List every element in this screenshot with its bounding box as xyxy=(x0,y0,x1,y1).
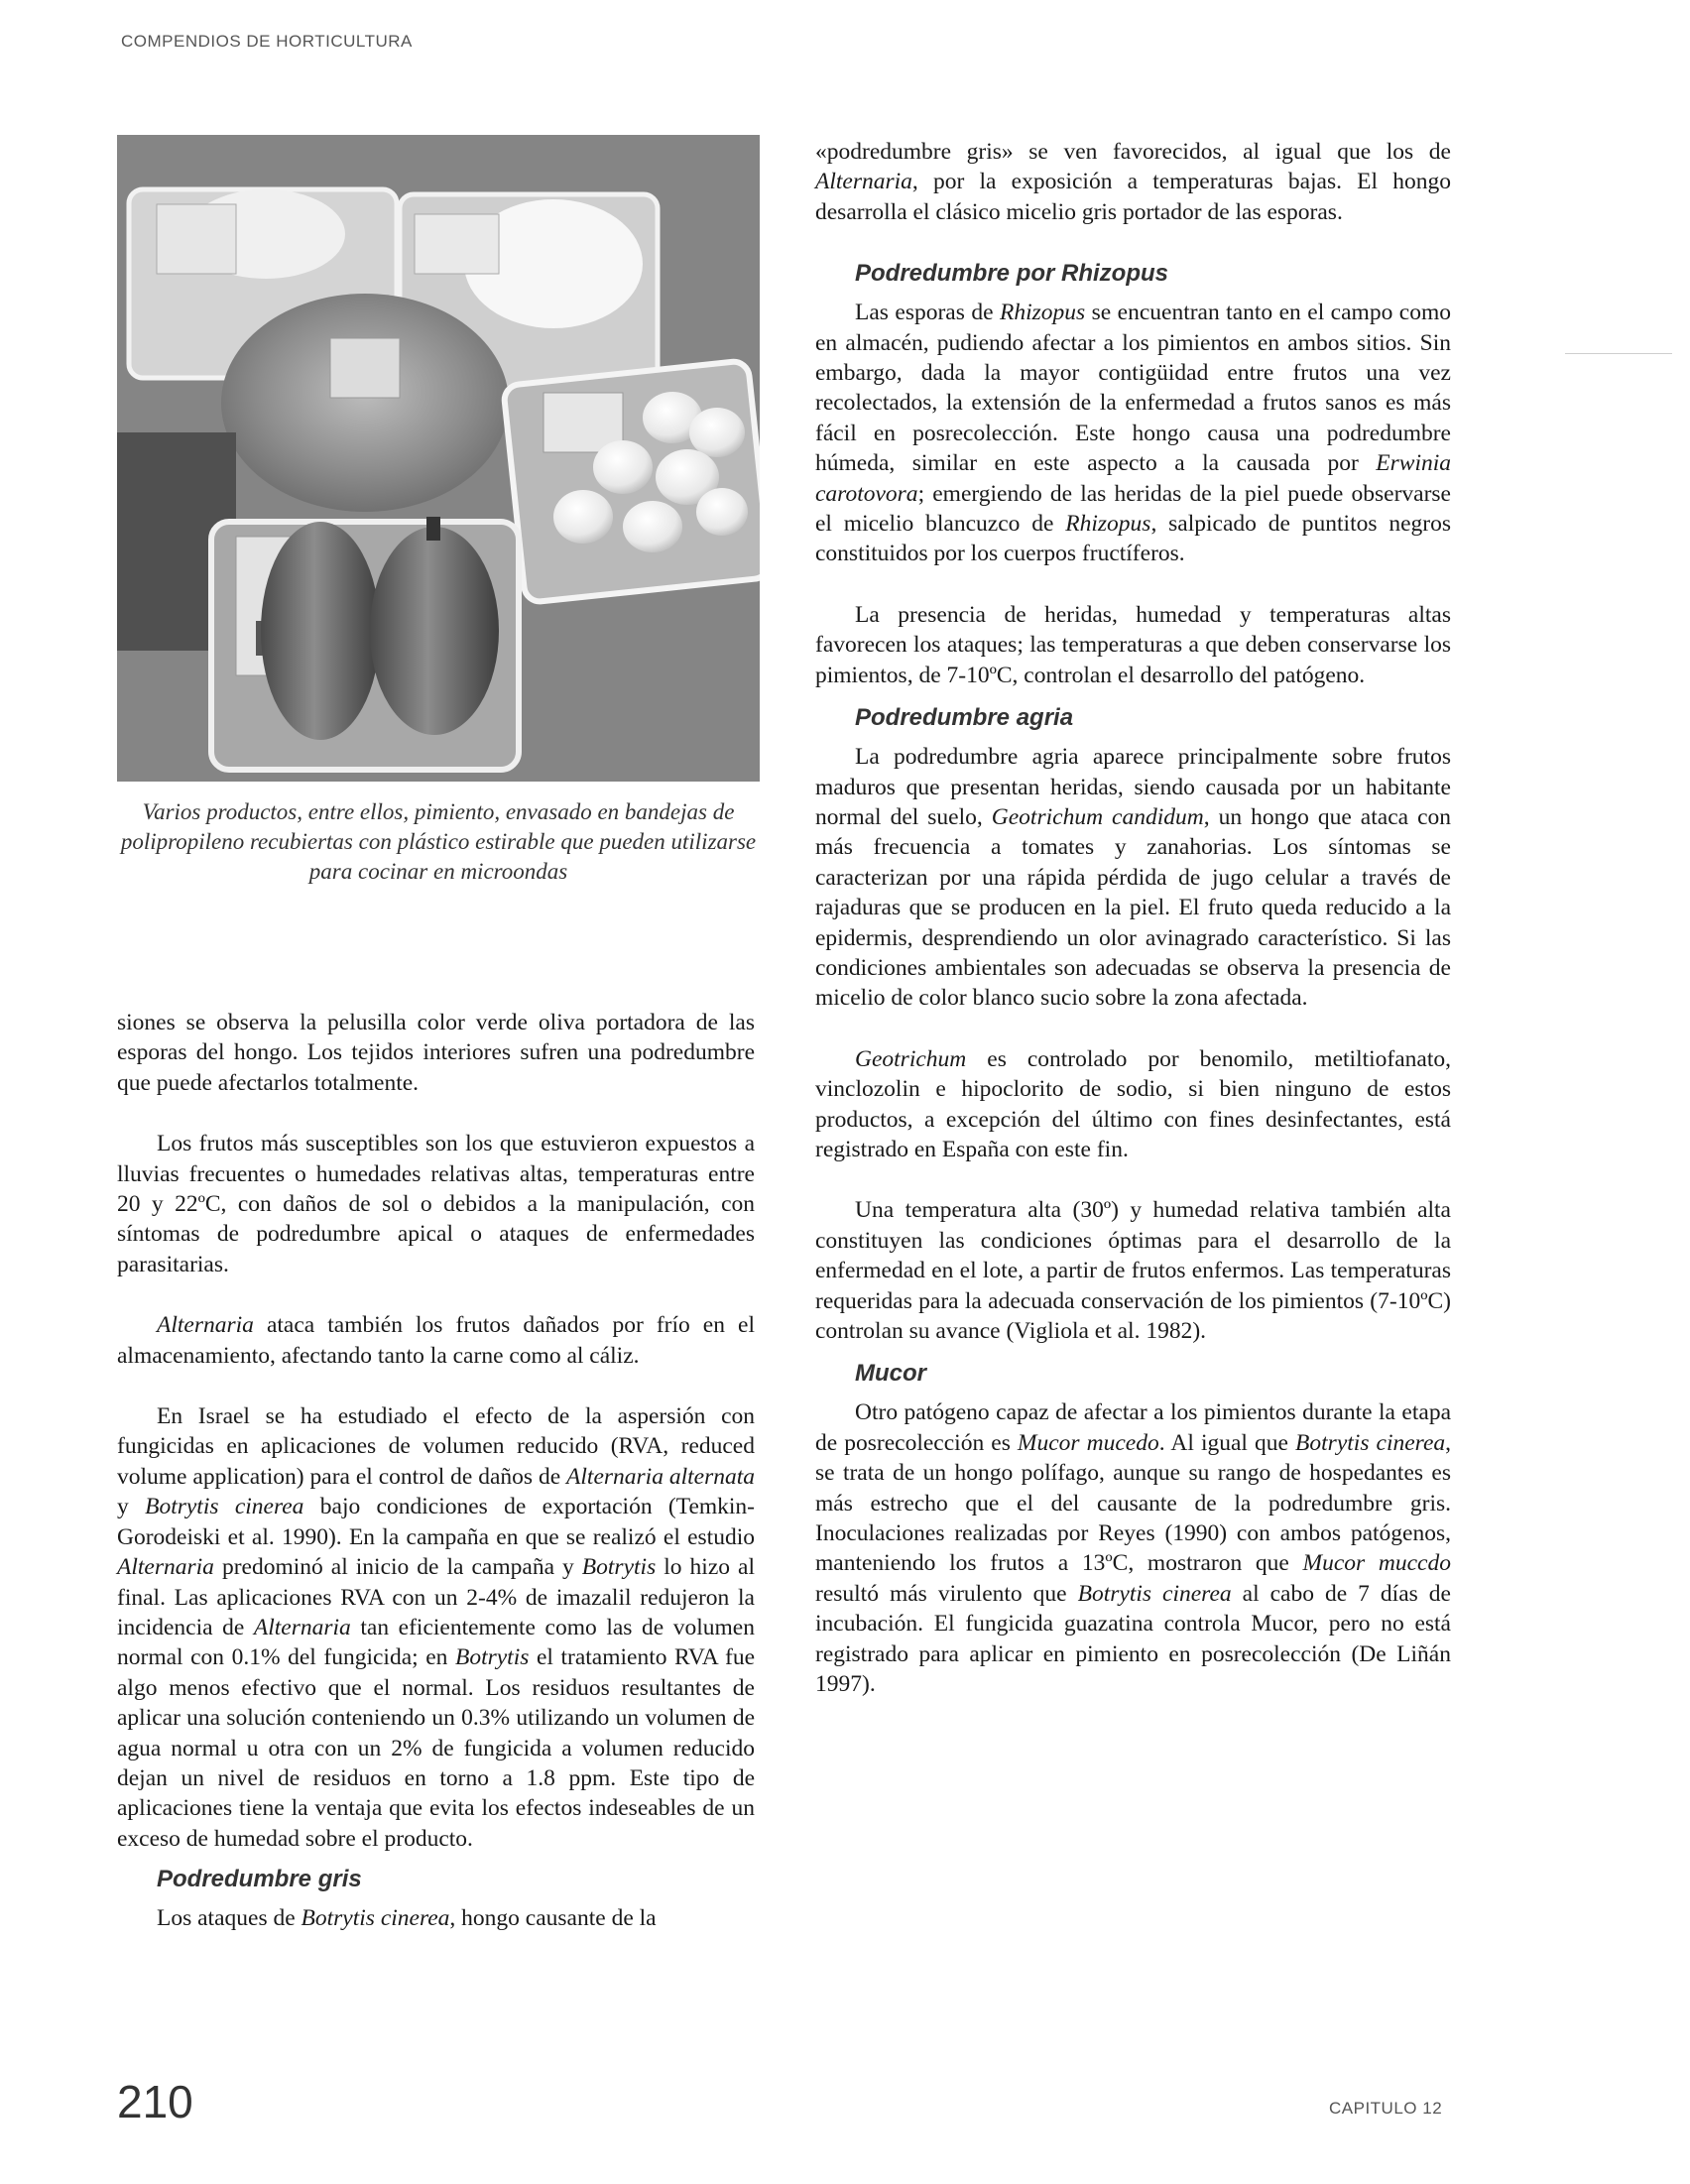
paragraph: «podredumbre gris» se ven favorecidos, al igual que los de Alternaria, por la exposición a temperaturas bajas. El hongo desarrolla el clásico micelio gris portador de las esporas. xyxy=(815,139,1451,225)
paragraph: Geotrichum es controlado por benomilo, metiltiofanato, vinclozolin e hipoclorito de sodio, si bien ninguno de estos productos, a excepción del último con fines desinfectantes, está registrado en España con este fin. xyxy=(815,1045,1451,1162)
paragraph: Los ataques de Botrytis cinerea, hongo causante de la xyxy=(157,1905,657,1932)
red-pepper xyxy=(370,527,499,735)
broccoli-label xyxy=(330,338,400,398)
section-heading-rhizopus: Podredumbre por Rhizopus xyxy=(855,260,1169,288)
paragraph: En Israel se ha estudiado el efecto de la aspersión con fungicidas en aplicaciones de volumen reducido (RVA, reduced volume application) para el control de daños de Alternaria alternata y Botrytis cinerea bajo condiciones de exportación (Temkin-Gorodeiski et al. 1990). En la campaña en que se realizó el estudio Alternaria predominó al inicio de la campaña y Botrytis lo hizo al final. Las aplicaciones RVA con un 2-4% de imazalil redujeron la incidencia de Alternaria tan eficientemente como las de volumen normal con 0.1% del fungicida; en Botrytis el tratamiento RVA fue algo menos efectivo que el normal. Los residuos resultantes de aplicar una solución conteniendo un 0.3% utilizando un volumen de agua normal u otra con un 2% de fungicida a volumen reducido dejan un nivel de residuos en torno a 1.8 ppm. Este tipo de aplicaciones tiene la ventaja que evita los efectos indeseables de un exceso de humedad sobre el producto. xyxy=(117,1403,756,1852)
paragraph: Otro patógeno capaz de afectar a los pimientos durante la etapa de posrecolección es Mucor mucedo. Al igual que Botrytis cinerea, se trata de un hongo polífago, aunque su rango de hospedantes es más estrecho que el del causante de la podredumbre gris. Inoculaciones realizadas por Reyes (1990) con ambos patógenos, manteniendo los frutos a 13ºC, mostraron que Mucor muccdo resultó más virulento que Botrytis cinerea al cabo de 7 días de incubación. El fungicida guazatina controla Mucor, pero no está registrado para aplicar en pimiento en posrecolección (De Liñán 1997). xyxy=(815,1399,1452,1698)
section-heading-mucor: Mucor xyxy=(855,1360,926,1388)
broccoli xyxy=(221,294,509,512)
onion xyxy=(593,440,653,494)
right-column xyxy=(815,137,1451,1730)
product-photo xyxy=(117,135,760,782)
pepper-stem xyxy=(426,517,440,541)
running-head: COMPENDIOS DE HORTICULTURA xyxy=(121,32,413,51)
paragraph: siones se observa la pelusilla color verde oliva portadora de las esporas del hongo. Los tejidos interiores sufren una podredumbre que puede afectarlos totalmente. xyxy=(117,1010,755,1096)
onion xyxy=(553,490,613,544)
paragraph: Las esporas de Rhizopus se encuentran tanto en el campo como en almacén, pudiendo afectar a los pimientos en ambos sitios. Sin embargo, dada la mayor contigüidad entre frutos una vez recolectados, la extensión de la enfermedad a frutos sanos es más fácil en posrecolección. Este hongo causa una podredumbre húmeda, similar en este aspecto a la causada por Erwinia carotovora; emergiendo de las heridas de la piel puede observarse el micelio blancuzco de Rhizopus, salpicado de puntitos negros constituidos por los cuerpos fructíferos. xyxy=(815,300,1451,567)
paragraph: Los frutos más susceptibles son los que estuvieron expuestos a lluvias frecuentes o humedades relativas altas, temperaturas entre 20 y 22ºC, con daños de sol o debidos a la manipulación, con síntomas de podredumbre apical o ataques de enfermedades parasitarias. xyxy=(117,1131,755,1277)
margin-rule xyxy=(1565,353,1672,354)
onion xyxy=(623,501,682,552)
section-heading-podredumbre-agria: Podredumbre agria xyxy=(855,704,1074,732)
onion xyxy=(689,408,745,457)
onion xyxy=(696,488,748,536)
figure-caption: Varios productos, entre ellos, pimiento, envasado en bandejas de polipropileno recubiertas con plástico estirable que pueden utilizarse para cocinar en microondas xyxy=(120,799,757,884)
left-column xyxy=(117,1008,755,1965)
paragraph: La podredumbre agria aparece principalmente sobre frutos maduros que presentan heridas, siendo causada por un habitante normal del suelo, Geotrichum candidum, un hongo que ataca con más frecuencia a tomates y zanahorias. Los síntomas se caracterizan por una rápida pérdida de jugo celular a través de rajaduras que se producen en la piel. El fruto queda reducido a la epidermis, desprendiendo un olor avinagrado característico. Si las condiciones ambientales son adecuadas se observa la presencia de micelio de color blanco sucio sobre la zona afectada. xyxy=(815,744,1451,1012)
tray-label xyxy=(157,204,236,274)
paragraph: La presencia de heridas, humedad y temperaturas altas favorecen los ataques; las temperaturas a que deben conservarse los pimientos, de 7-10ºC, controlan el desarrollo del patógeno. xyxy=(815,601,1451,688)
page-number: 210 xyxy=(117,2076,193,2127)
red-pepper xyxy=(261,522,380,740)
paragraph: Una temperatura alta (30º) y humedad relativa también alta constituyen las condiciones óptimas para el desarrollo de la enfermedad en el lote, a partir de frutos enfermos. Las temperaturas requeridas para la adecuada conservación de los pimientos (7-10ºC) controlan su avance (Vigliola et al. 1982). xyxy=(815,1197,1451,1344)
section-heading-podredumbre-gris: Podredumbre gris xyxy=(157,1866,362,1893)
paragraph: Alternaria ataca también los frutos dañados por frío en el almacenamiento, afectando tanto la carne como al cáliz. xyxy=(117,1312,755,1369)
tray-label-2 xyxy=(415,214,499,274)
chapter-label: CAPITULO 12 xyxy=(1329,2099,1443,2118)
